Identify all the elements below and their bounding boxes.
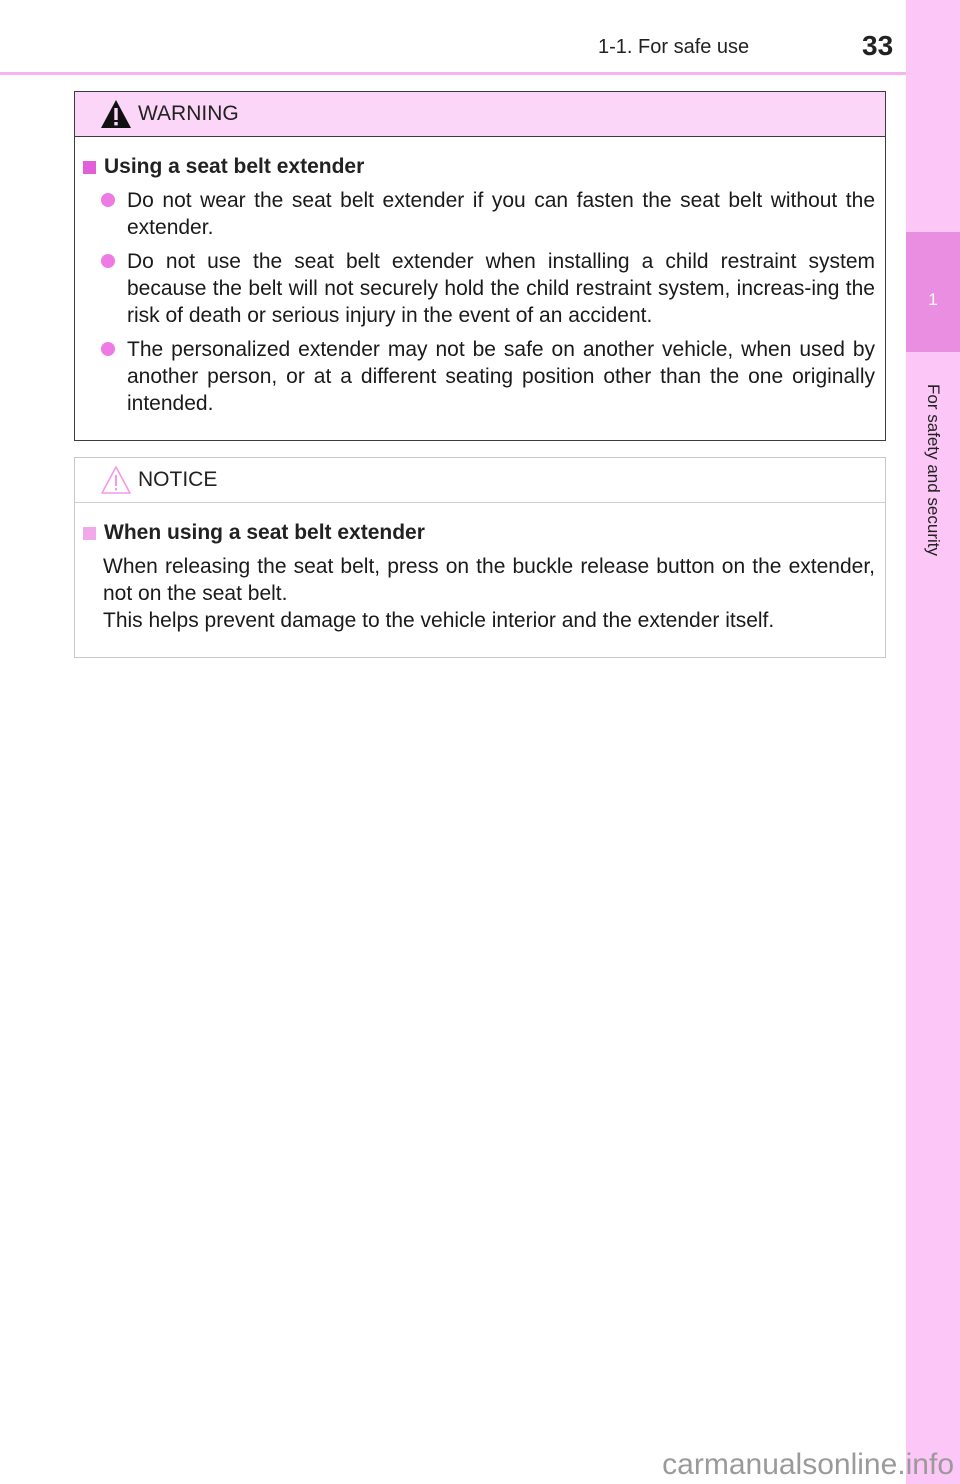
caution-triangle-icon bbox=[99, 464, 133, 496]
chapter-tab-label: For safety and security bbox=[924, 384, 943, 556]
warning-subtitle bbox=[83, 155, 875, 179]
list-item-text: The personalized extender may not be safe on another vehicle, when used by another person, or at a different seating position other than the one originally intended. bbox=[127, 338, 875, 415]
list-item bbox=[83, 248, 875, 329]
chapter-tab-strip bbox=[906, 0, 960, 1484]
list-item-text: Do not use the seat belt extender when installing a child restraint system because the belt will not securely hold the child restraint system, increas-ing the risk of death or serious injury in the event of an accident. bbox=[127, 250, 875, 327]
notice-subtitle-text: When using a seat belt extender bbox=[104, 521, 425, 544]
square-bullet-icon bbox=[83, 527, 96, 540]
warning-heading: WARNING bbox=[138, 102, 239, 125]
header-divider bbox=[0, 72, 906, 75]
notice-subtitle bbox=[83, 521, 875, 545]
chapter-tab-number[interactable]: 1 bbox=[906, 232, 960, 352]
list-item bbox=[83, 187, 875, 241]
warning-triangle-icon bbox=[99, 98, 133, 130]
watermark: carmanualsonline.info bbox=[662, 1448, 954, 1481]
notice-paragraph: This helps prevent damage to the vehicle interior and the extender itself. bbox=[103, 609, 775, 632]
notice-box bbox=[74, 457, 886, 658]
notice-header bbox=[75, 458, 885, 503]
page-number: 33 bbox=[862, 30, 894, 61]
section-title: 1-1. For safe use bbox=[598, 36, 750, 58]
notice-heading: NOTICE bbox=[138, 468, 218, 491]
warning-subtitle-text: Using a seat belt extender bbox=[104, 155, 365, 178]
list-item bbox=[83, 336, 875, 417]
bullet-dot-icon bbox=[101, 193, 115, 207]
warning-header bbox=[75, 92, 885, 137]
notice-body bbox=[75, 503, 885, 634]
warning-list bbox=[83, 187, 875, 417]
notice-paragraph: When releasing the seat belt, press on the buckle release button on the extender, not on the seat belt. bbox=[103, 555, 875, 605]
bullet-dot-icon bbox=[101, 342, 115, 356]
warning-box bbox=[74, 91, 886, 441]
warning-body bbox=[75, 137, 885, 417]
list-item-text: Do not wear the seat belt extender if you can fasten the seat belt without the extender. bbox=[127, 189, 875, 239]
square-bullet-icon bbox=[83, 161, 96, 174]
bullet-dot-icon bbox=[101, 254, 115, 268]
